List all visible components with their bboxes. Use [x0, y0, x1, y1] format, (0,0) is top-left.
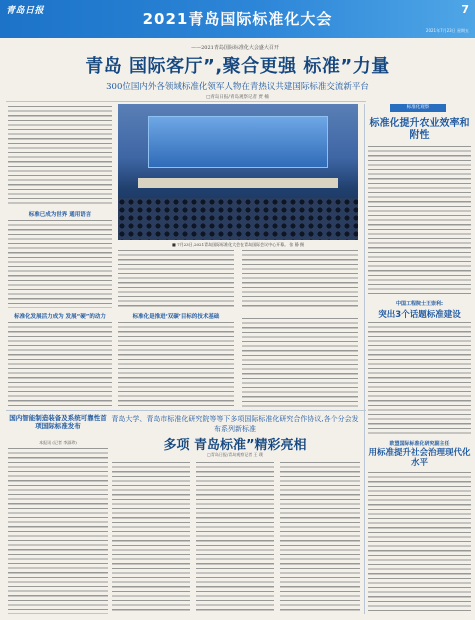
lead-body-col-2	[118, 250, 234, 308]
newspaper-logo: 青岛日报	[6, 6, 45, 16]
conference-photo	[118, 104, 358, 240]
feature-byline: □青岛日报/青岛观察记者 王 璞	[207, 452, 263, 457]
stage	[138, 178, 338, 188]
page-number: 7	[461, 3, 469, 16]
sidebar-tag: 标准化观察	[390, 104, 446, 112]
sidebar	[368, 104, 471, 614]
stage-screen	[148, 116, 328, 168]
left-story-byline: 本报讯 (记者 李淑珍)	[39, 440, 77, 445]
lead-body-col-2b	[118, 322, 234, 408]
sidebar-headline-2: 突出3个话题标准建设	[378, 310, 461, 320]
lead-body-col-1	[8, 106, 112, 206]
issue-date: 2021年7月23日 星期五	[425, 28, 469, 33]
left-story-headline: 国内智能制造装备及系统可靠性首项国际标准发布	[9, 414, 107, 430]
audience	[118, 198, 358, 240]
lead-body-col-3b	[242, 318, 358, 408]
lead-body-col-1c	[8, 322, 112, 408]
page-title: 2021青岛国际标准化大会	[142, 10, 333, 28]
sidebar-headline-3: 用标准提升社会治理现代化水平	[368, 448, 471, 468]
section-heading: 标准化发展活力成为 发展“硬”的动力	[14, 314, 106, 320]
lead-kicker: ——2021青岛国际标准化大会盛大召开	[191, 45, 279, 51]
masthead-banner	[0, 0, 475, 38]
lead-byline: □青岛日报/青岛观察记者 贾 楠	[206, 95, 269, 100]
lead-headline: 青岛 国际客厅”,聚合更强 标准”力量	[85, 56, 390, 77]
lead-body-col-3	[242, 250, 358, 308]
sidebar-kicker-3: 欧盟国际标准化研究副主任	[389, 441, 450, 447]
feature-body-col-1	[112, 462, 190, 614]
sidebar-divider	[364, 104, 365, 614]
photo-caption: ■ 7月23日,2021青岛国际标准化大会在青岛国际会议中心开幕。 张 静 摄	[172, 242, 304, 247]
sidebar-body-2	[368, 322, 471, 434]
feature-headline: 多项 青岛标准”精彩亮相	[163, 438, 307, 453]
sidebar-kicker-2: 中国工程院士王崇利:	[395, 301, 443, 307]
feature-kicker: 青岛大学、青岛市标准化研究院等等下多项国际标准化研究合作协议,各个分会发布系列新标准	[111, 415, 359, 433]
sidebar-body-1	[368, 146, 471, 294]
sidebar-body-3	[368, 472, 471, 614]
lead-body-col-1b	[8, 220, 112, 308]
section-heading: 标准已成为世界 通用语言	[28, 212, 92, 218]
divider	[6, 101, 366, 102]
feature-body-col-3	[280, 462, 360, 614]
divider	[6, 410, 366, 411]
sidebar-headline-1: 标准化提升农业效率和附性	[369, 118, 470, 141]
feature-body-col-2	[196, 462, 274, 614]
left-story-body	[8, 448, 108, 614]
lead-subhead: 300位国内外各领域标准化领军人物在青热议共建国际标准交流新平台	[106, 82, 369, 92]
section-heading: 标准化是推进‘双碳’目标的技术基础	[132, 314, 220, 320]
